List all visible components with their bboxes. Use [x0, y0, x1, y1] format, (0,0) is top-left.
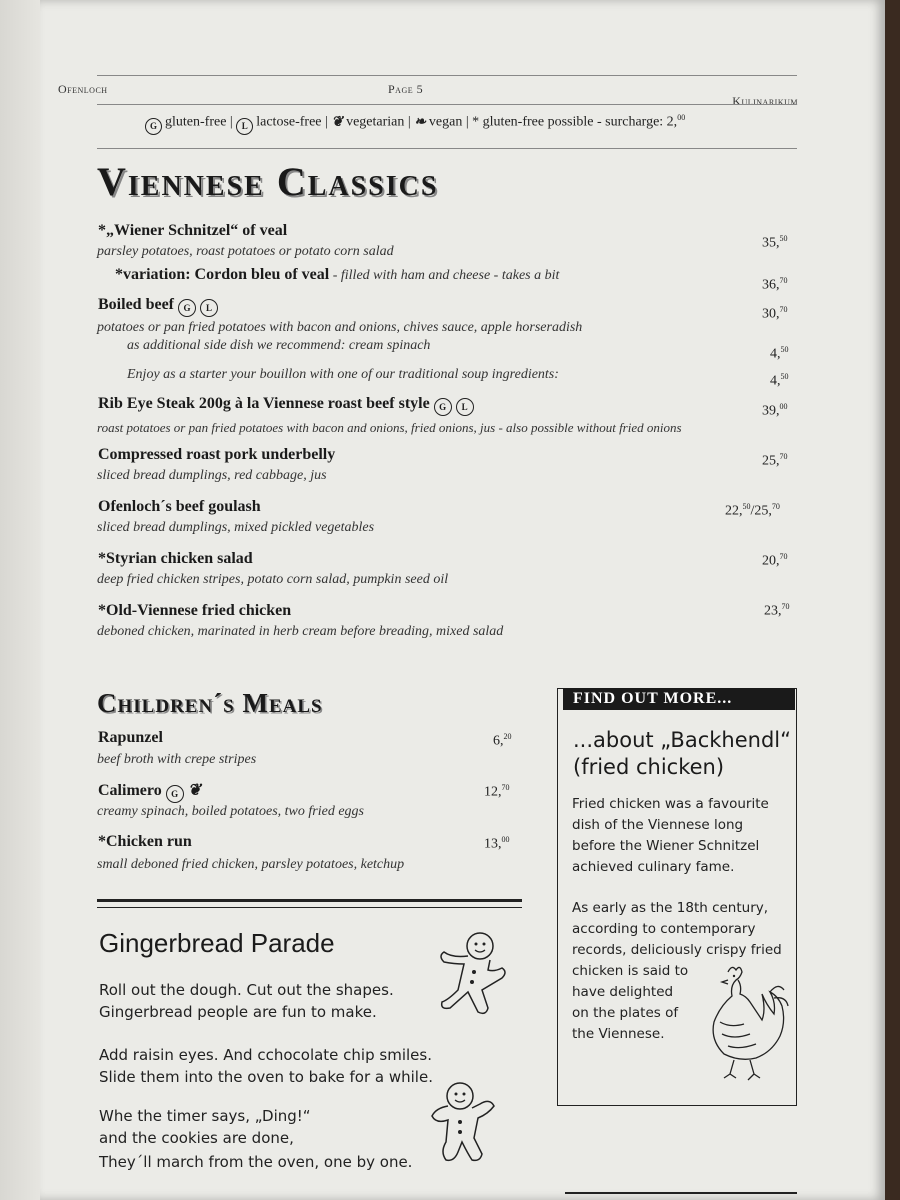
kids-dish-name: Calimero: [98, 782, 162, 799]
dish-name-row: [98, 780, 204, 803]
find-out-more-title: ...about „Backhendl“: [573, 728, 791, 752]
dietary-legend: G gluten-free | L lactose-free | ❦ vegetarian | ❧ vegan | * gluten-free possible - surcharge: 2,00: [145, 113, 685, 135]
legend-vegetarian: vegetarian: [346, 114, 405, 130]
section-title-childrens-meals: Children´s Meals: [97, 688, 323, 718]
poem-line: Roll out the dough. Cut out the shapes.: [99, 981, 394, 999]
kids-dish-price: 13,00: [484, 835, 510, 852]
header-rule: [97, 104, 797, 105]
kids-dish-name: *Chicken run: [98, 833, 192, 850]
kids-dish-price: 6,20: [493, 732, 512, 749]
legend-gluten-free-possible: * gluten-free possible - surcharge: 2,: [472, 114, 678, 130]
gluten-free-icon: G: [178, 299, 196, 317]
vegetarian-leaf-icon: ❦: [187, 782, 202, 799]
kids-dish-description: beef broth with crepe stripes: [97, 752, 257, 767]
find-out-more-header: FIND OUT MORE...: [563, 688, 795, 710]
dish-price: 23,70: [764, 602, 790, 619]
side-dish-note: as additional side dish we recommend: cream spinach: [127, 338, 431, 353]
gluten-free-icon: G: [434, 398, 452, 416]
bottom-rule: [565, 1192, 797, 1194]
poem-line: and the cookies are done,: [99, 1129, 294, 1147]
lactose-free-icon: L: [236, 118, 253, 135]
lactose-free-icon: L: [200, 299, 218, 317]
box-text-line: Fried chicken was a favourite: [572, 796, 769, 812]
gluten-free-icon: G: [145, 118, 162, 135]
gingerbread-man-icon: [432, 930, 512, 1020]
vegan-leaves-icon: ❧: [414, 114, 426, 130]
dish-price: 25,70: [762, 452, 788, 469]
box-text-line: dish of the Viennese long: [572, 817, 744, 833]
kids-dish-name: Rapunzel: [98, 729, 163, 746]
box-text-line: have delighted: [572, 984, 674, 1000]
header-page-number: Page 5: [388, 82, 424, 96]
kids-dish-price: 12,70: [484, 783, 510, 800]
dish-name-row: [98, 296, 218, 317]
gingerbread-man-icon: [428, 1080, 503, 1170]
top-rule: [97, 75, 797, 76]
dish-name-row: [98, 395, 474, 416]
dish-price: 39,00: [762, 402, 788, 419]
box-text-line: on the plates of: [572, 1005, 679, 1021]
dish-name: *Old-Viennese fried chicken: [98, 602, 292, 619]
box-text-line: achieved culinary fame.: [572, 859, 735, 875]
page-header: [58, 82, 798, 108]
dish-name: *Styrian chicken salad: [98, 550, 253, 567]
gingerbread-title: Gingerbread Parade: [99, 928, 335, 958]
bouillon-note: Enjoy as a starter your bouillon with one of our traditional soup ingredients:: [127, 367, 559, 382]
dish-description: sliced bread dumplings, mixed pickled vegetables: [97, 520, 375, 535]
lactose-free-icon: L: [456, 398, 474, 416]
section-title-viennese-classics: Viennese Classics: [97, 159, 439, 204]
dish-description: - filled with ham and cheese - takes a bit: [329, 268, 560, 283]
kids-dish-description: small deboned fried chicken, parsley potatoes, ketchup: [97, 857, 405, 872]
header-section: Kulinarikum: [732, 94, 798, 108]
poem-line: They´ll march from the oven, one by one.: [99, 1153, 413, 1171]
box-text-line: chicken is said to: [572, 963, 689, 979]
poem-line: Add raisin eyes. And cchocolate chip smiles.: [99, 1046, 432, 1064]
dish-name: Boiled beef: [98, 296, 174, 313]
rooster-icon: [700, 962, 790, 1087]
legend-gluten-free: gluten-free: [165, 114, 227, 130]
find-out-more-subtitle: (fried chicken): [573, 755, 725, 779]
dish-description: roast potatoes or pan fried potatoes with bacon and onions, fried onions, jus - also possible without fried onions: [97, 420, 682, 435]
dish-description: sliced bread dumplings, red cabbage, jus: [97, 468, 327, 483]
box-text-line: before the Wiener Schnitzel: [572, 838, 760, 854]
table-edge: [885, 0, 900, 1200]
kids-dish-description: creamy spinach, boiled potatoes, two fried eggs: [97, 804, 364, 819]
dish-price: 30,70: [762, 305, 788, 322]
dish-description: parsley potatoes, roast potatoes or potato corn salad: [97, 244, 394, 259]
box-text-line: records, deliciously crispy fried: [572, 942, 782, 958]
dish-name: Rib Eye Steak 200g à la Viennese roast beef style: [98, 395, 430, 412]
dish-name: *„Wiener Schnitzel“ of veal: [98, 222, 288, 239]
legend-rule: [97, 148, 797, 149]
header-restaurant: Ofenloch: [58, 82, 108, 96]
vegetarian-leaf-icon: ❦: [331, 114, 344, 130]
poem-line: Gingerbread people are fun to make.: [99, 1003, 377, 1021]
variation-line: [115, 266, 559, 284]
box-text-line: As early as the 18th century,: [572, 900, 769, 916]
dish-description: potatoes or pan fried potatoes with bacon and onions, chives sauce, apple horseradish: [97, 320, 583, 335]
dish-description: deboned chicken, marinated in herb cream before breading, mixed salad: [97, 624, 504, 639]
box-text-line: the Viennese.: [572, 1026, 665, 1042]
dish-price: 35,50: [762, 234, 788, 251]
section-divider: [97, 899, 522, 908]
poem-line: Slide them into the oven to bake for a while.: [99, 1068, 433, 1086]
adjacent-page: [0, 0, 40, 1200]
dish-name: Compressed roast pork underbelly: [98, 446, 336, 463]
dish-price: 20,70: [762, 552, 788, 569]
dish-price: 22,50/25,70: [725, 502, 780, 519]
legend-vegan: vegan: [428, 114, 463, 130]
legend-surcharge-cents: 00: [677, 113, 686, 122]
dish-price: 4,50: [770, 372, 789, 389]
dish-name: *variation: Cordon bleu of veal: [115, 266, 330, 283]
poem-line: Whe the timer says, „Ding!“: [99, 1107, 311, 1125]
legend-lactose-free: lactose-free: [256, 114, 322, 130]
dish-name: Ofenloch´s beef goulash: [98, 498, 261, 515]
dish-price: 4,50: [770, 345, 789, 362]
box-text-line: according to contemporary: [572, 921, 756, 937]
dish-price: 36,70: [762, 276, 788, 293]
gluten-free-icon: G: [166, 785, 184, 803]
dish-description: deep fried chicken stripes, potato corn salad, pumpkin seed oil: [97, 572, 449, 587]
